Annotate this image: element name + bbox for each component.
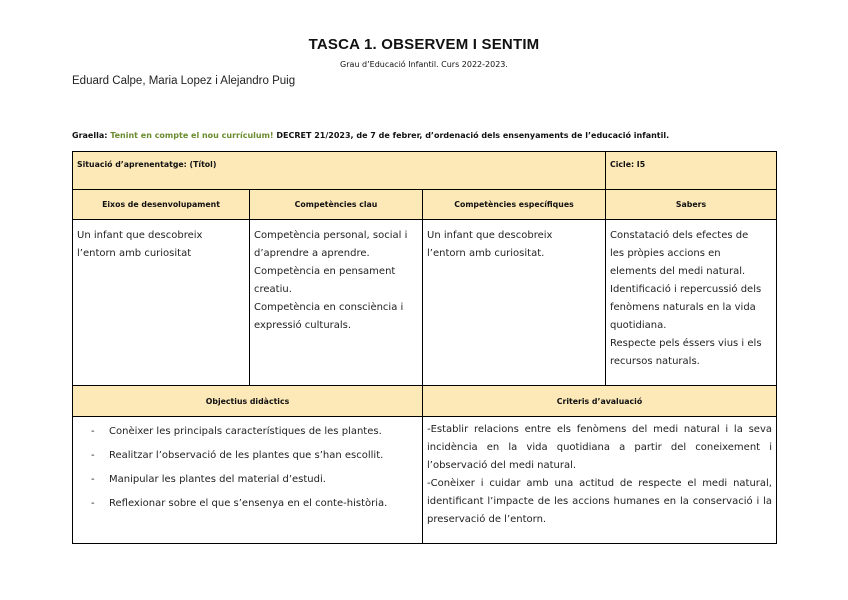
list-item bbox=[91, 444, 422, 468]
sabers-cell bbox=[606, 220, 777, 386]
text-line: creatiu. bbox=[254, 284, 292, 295]
criteri-text: -Conèixer i cuidar amb una actitud de respecte el medi natural, identificant l’impacte de les accions humanes en la conservació i la preservació de l’entorn. bbox=[427, 478, 772, 525]
page-subtitle: Grau d’Educació Infantil. Curs 2022-2023. bbox=[340, 60, 508, 69]
graella-line bbox=[72, 131, 669, 140]
objectiu-text: Conèixer les principals característiques de les plantes. bbox=[109, 426, 382, 437]
bullet: - bbox=[91, 474, 95, 485]
text-line: les pròpies accions en bbox=[610, 248, 721, 259]
objectiu-text: Reflexionar sobre el que s’ensenya en el conte-història. bbox=[109, 498, 388, 509]
bullet: - bbox=[91, 450, 95, 461]
col-header-sabers: Sabers bbox=[606, 190, 777, 220]
text-line: d’aprendre a aprendre. bbox=[254, 248, 370, 259]
graella-label: Graella: bbox=[72, 131, 108, 140]
objectius-header: Objectius didàctics bbox=[73, 386, 423, 417]
text-line: Respecte pels éssers vius i els bbox=[610, 338, 762, 349]
list-item bbox=[91, 492, 422, 516]
objectius-cell bbox=[73, 417, 423, 544]
text-line: l’entorn amb curiositat bbox=[77, 248, 192, 259]
learning-situation-table bbox=[72, 151, 777, 544]
text-line: elements del medi natural. bbox=[610, 266, 746, 277]
text-line: Constatació dels efectes de bbox=[610, 230, 749, 241]
competencies-especifiques-cell bbox=[423, 220, 606, 386]
authors: Eduard Calpe, Maria Lopez i Alejandro Puig bbox=[72, 75, 296, 87]
col-header-eixos: Eixos de desenvolupament bbox=[73, 190, 250, 220]
list-item bbox=[91, 420, 422, 444]
criteris-header: Criteris d’avaluació bbox=[423, 386, 777, 417]
text-line: Competència personal, social i bbox=[254, 230, 408, 241]
criteri-text: -Establir relacions entre els fenòmens del medi natural i la seva incidència en la vida quotidiana a partir del coneixement i l’observació del medi natural. bbox=[427, 424, 772, 471]
text-line: Un infant que descobreix bbox=[77, 230, 203, 241]
objectiu-text: Realitzar l’observació de les plantes que s’han escollit. bbox=[109, 450, 384, 461]
text-line: Un infant que descobreix bbox=[427, 230, 553, 241]
objectiu-text: Manipular les plantes del material d’estudi. bbox=[109, 474, 326, 485]
bullet: - bbox=[91, 426, 95, 437]
eixos-cell bbox=[73, 220, 250, 386]
text-line: fenòmens naturals en la vida bbox=[610, 302, 756, 313]
list-item bbox=[91, 468, 422, 492]
objectius-list bbox=[73, 420, 422, 516]
bullet: - bbox=[91, 498, 95, 509]
page-title: TASCA 1. OBSERVEM I SENTIM bbox=[308, 36, 540, 53]
text-line: expressió culturals. bbox=[254, 320, 352, 331]
col-header-competencies-especifiques: Competències específiques bbox=[423, 190, 606, 220]
text-line: Competència en pensament bbox=[254, 266, 396, 277]
text-line: quotidiana. bbox=[610, 320, 667, 331]
graella-decret-rest: , de 7 de febrer, d’ordenació dels ensenyaments de l’educació infantil. bbox=[350, 131, 670, 140]
competencies-clau-cell bbox=[250, 220, 423, 386]
text-line: l’entorn amb curiositat. bbox=[427, 248, 545, 259]
cicle-cell: Cicle: I5 bbox=[606, 152, 777, 190]
text-line: Identificació i repercussió dels bbox=[610, 284, 762, 295]
graella-note: Tenint en compte el nou currículum! bbox=[110, 131, 274, 140]
graella-decret: DECRET 21/2023 bbox=[276, 131, 351, 140]
text-line: Competència en consciència i bbox=[254, 302, 404, 313]
situacio-cell: Situació d’aprenentatge: (Títol) bbox=[73, 152, 606, 190]
criteris-cell bbox=[423, 417, 777, 544]
text-line: recursos naturals. bbox=[610, 356, 700, 367]
col-header-competencies-clau: Competències clau bbox=[250, 190, 423, 220]
